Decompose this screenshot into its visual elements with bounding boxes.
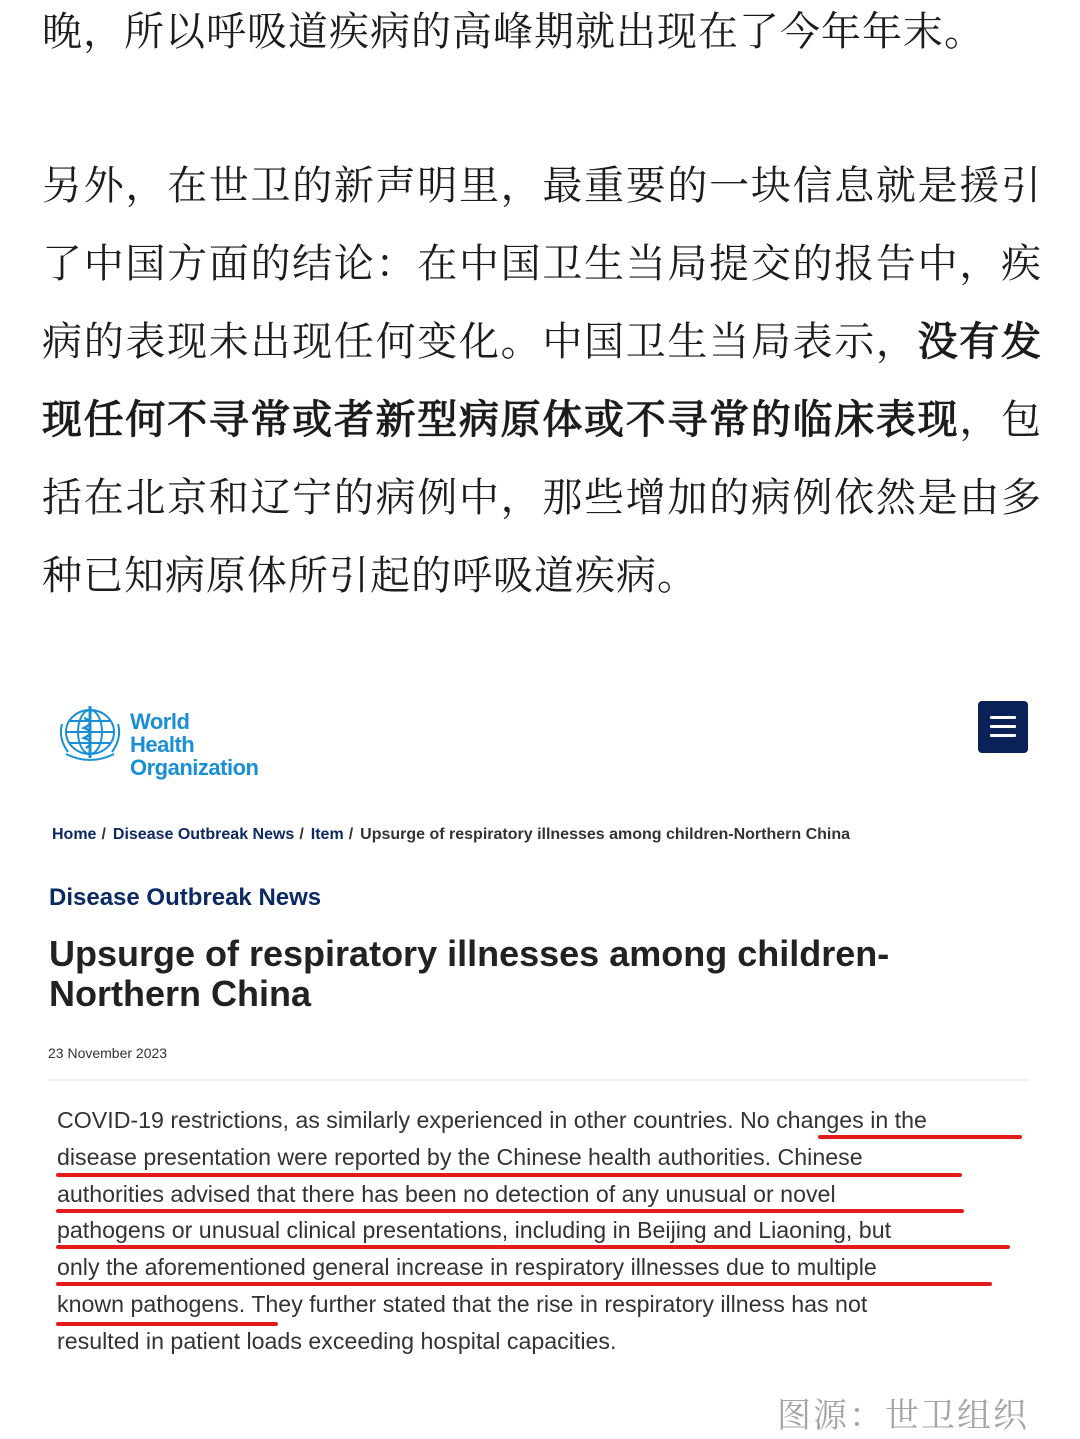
breadcrumb-home[interactable]: Home — [52, 826, 97, 843]
highlight-underline — [56, 1173, 962, 1177]
who-name: World Health Organization — [130, 709, 259, 780]
paragraph-2-bold: 没有发现任何不寻常或者新型病原体或不寻常的临床表现 — [42, 319, 1043, 443]
excerpt-line: only the aforementioned general increase in respiratory illnesses due to multiple — [57, 1254, 877, 1281]
highlight-underline — [56, 1322, 278, 1326]
divider — [48, 1079, 1029, 1081]
paragraph-2-start: 另外，在世卫的新声明里，最重要的一块信息就是援引了中国方面的结论：在中国卫生当局提交的报告中，疾病的表现未出现任何变化。中国卫生当局表示， — [42, 163, 1042, 365]
highlight-underline — [56, 1209, 964, 1213]
breadcrumb-disease-outbreak-news[interactable]: Disease Outbreak News — [112, 826, 295, 843]
paragraph-2-end: ，包括在北京和辽宁的病例中，那些增加的病例依然是由多种已知病原体所引起的呼吸道疾病。 — [42, 397, 1043, 599]
breadcrumb-item[interactable]: Item — [310, 826, 344, 843]
excerpt-line: known pathogens. They further stated that the rise in respiratory illness has not — [57, 1290, 868, 1317]
who-emblem-icon — [56, 702, 124, 764]
article-title: Upsurge of respiratory illnesses among children-Northern China — [49, 933, 890, 1014]
excerpt-line: resulted in patient loads exceeding hospital capacities. — [57, 1327, 617, 1354]
image-credit: 图源：世卫组织 — [777, 1396, 1029, 1436]
publication-date: 23 November 2023 — [48, 1045, 168, 1061]
breadcrumb-current: Upsurge of respiratory illnesses among children-Northern China — [360, 826, 851, 843]
intro-paragraph-1: 晚，所以呼吸道疾病的高峰期就出现在了今年年末。 — [42, 9, 985, 55]
section-label[interactable]: Disease Outbreak News — [49, 884, 322, 911]
highlight-underline — [56, 1245, 1010, 1249]
hamburger-menu-button[interactable] — [978, 701, 1028, 753]
excerpt-line: COVID-19 restrictions, as similarly experienced in other countries. No changes in the — [57, 1107, 927, 1133]
excerpt-line: pathogens or unusual clinical presentations, including in Beijing and Liaoning, but — [57, 1217, 892, 1244]
highlight-underline — [818, 1135, 1022, 1139]
intro-paragraph-2 — [42, 147, 1042, 615]
who-logo[interactable] — [56, 700, 259, 780]
hamburger-menu-icon — [990, 716, 1016, 719]
article-excerpt — [57, 1102, 1037, 1360]
highlight-underline — [56, 1282, 992, 1286]
breadcrumb: Home / Disease Outbreak News / Item / Upsurge of respiratory illnesses among children-Northern China — [52, 826, 851, 843]
excerpt-line: authorities advised that there has been no detection of any unusual or novel — [57, 1180, 836, 1207]
excerpt-line: disease presentation were reported by the Chinese health authorities. Chinese — [57, 1143, 863, 1170]
